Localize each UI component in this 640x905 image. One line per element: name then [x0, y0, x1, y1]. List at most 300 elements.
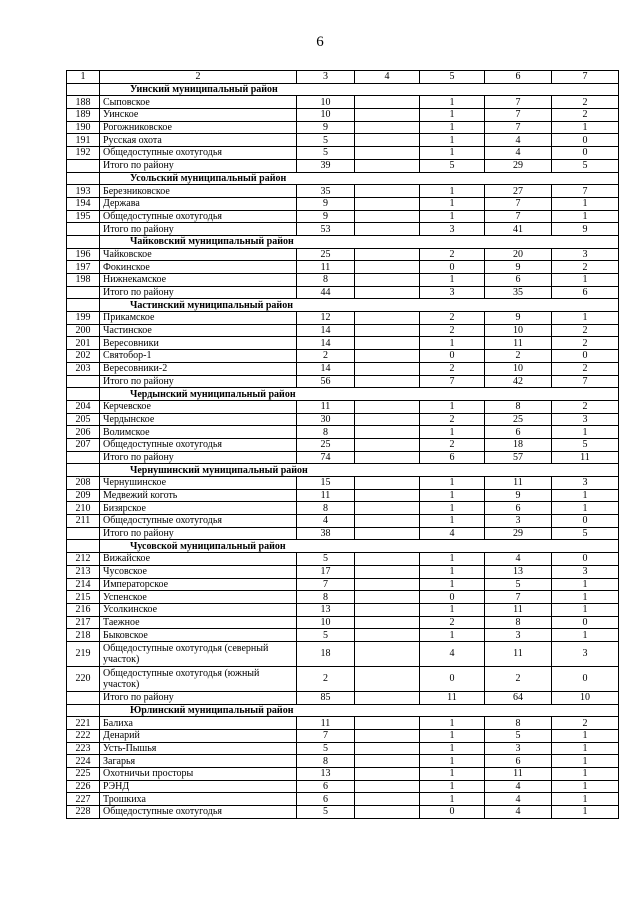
district-total-row — [67, 691, 619, 704]
value-col-4 — [355, 730, 420, 743]
value-col-5: 2 — [420, 248, 485, 261]
value-col-7: 11 — [552, 451, 619, 464]
column-header: 3 — [297, 71, 355, 84]
value-col-6: 4 — [485, 134, 552, 147]
ground-name: Итого по району — [100, 286, 297, 299]
value-col-4 — [355, 780, 420, 793]
value-col-4 — [355, 197, 420, 210]
value-col-5: 4 — [420, 641, 485, 666]
value-col-6: 4 — [485, 780, 552, 793]
table-row — [67, 489, 619, 502]
value-col-5: 2 — [420, 616, 485, 629]
value-col-6: 18 — [485, 438, 552, 451]
column-header: 2 — [100, 71, 297, 84]
value-col-3: 5 — [297, 553, 355, 566]
row-number: 195 — [67, 210, 100, 223]
value-col-5: 1 — [420, 780, 485, 793]
ground-name: Усолкинское — [100, 603, 297, 616]
value-col-3: 14 — [297, 324, 355, 337]
value-col-4 — [355, 324, 420, 337]
value-col-6: 20 — [485, 248, 552, 261]
district-section-row — [67, 235, 619, 248]
value-col-3: 18 — [297, 641, 355, 666]
value-col-3: 53 — [297, 223, 355, 236]
value-col-4 — [355, 134, 420, 147]
table-row — [67, 742, 619, 755]
value-col-3: 39 — [297, 159, 355, 172]
row-number: 208 — [67, 477, 100, 490]
row-number: 205 — [67, 413, 100, 426]
value-col-4 — [355, 477, 420, 490]
row-number: 201 — [67, 337, 100, 350]
table-row — [67, 616, 619, 629]
value-col-5: 2 — [420, 413, 485, 426]
value-col-6: 10 — [485, 362, 552, 375]
value-col-3: 17 — [297, 565, 355, 578]
value-col-3: 9 — [297, 121, 355, 134]
value-col-5: 1 — [420, 477, 485, 490]
table-row — [67, 261, 619, 274]
value-col-6: 7 — [485, 96, 552, 109]
value-col-6: 3 — [485, 742, 552, 755]
value-col-4 — [355, 312, 420, 325]
value-col-3: 35 — [297, 185, 355, 198]
value-col-7: 1 — [552, 793, 619, 806]
table-row — [67, 350, 619, 363]
value-col-5: 1 — [420, 185, 485, 198]
value-col-7: 1 — [552, 489, 619, 502]
value-col-6: 41 — [485, 223, 552, 236]
value-col-4 — [355, 362, 420, 375]
value-col-3: 11 — [297, 261, 355, 274]
table-row — [67, 210, 619, 223]
value-col-4 — [355, 96, 420, 109]
value-col-7: 2 — [552, 261, 619, 274]
value-col-7: 1 — [552, 603, 619, 616]
ground-name: Керчевское — [100, 400, 297, 413]
value-col-3: 8 — [297, 274, 355, 287]
row-number — [67, 527, 100, 540]
ground-name: Общедоступные охотугодья (северный участок) — [100, 641, 297, 666]
table-row — [67, 768, 619, 781]
value-col-3: 9 — [297, 210, 355, 223]
row-number — [67, 451, 100, 464]
value-col-5: 2 — [420, 362, 485, 375]
row-number: 217 — [67, 616, 100, 629]
row-number — [67, 375, 100, 388]
value-col-5: 0 — [420, 591, 485, 604]
value-col-4 — [355, 691, 420, 704]
value-col-5: 1 — [420, 96, 485, 109]
row-number: 194 — [67, 197, 100, 210]
table-row — [67, 324, 619, 337]
value-col-4 — [355, 742, 420, 755]
value-col-7: 2 — [552, 717, 619, 730]
ground-name: Нижнекамское — [100, 274, 297, 287]
value-col-6: 4 — [485, 806, 552, 819]
row-number: 228 — [67, 806, 100, 819]
ground-name: Итого по району — [100, 375, 297, 388]
value-col-6: 5 — [485, 578, 552, 591]
value-col-3: 8 — [297, 502, 355, 515]
table-row — [67, 730, 619, 743]
value-col-5: 0 — [420, 806, 485, 819]
ground-name: Балиха — [100, 717, 297, 730]
value-col-3: 11 — [297, 489, 355, 502]
ground-name: Общедоступные охотугодья — [100, 806, 297, 819]
value-col-7: 1 — [552, 591, 619, 604]
value-col-6: 9 — [485, 261, 552, 274]
value-col-3: 38 — [297, 527, 355, 540]
value-col-3: 10 — [297, 616, 355, 629]
row-number: 206 — [67, 426, 100, 439]
row-number: 197 — [67, 261, 100, 274]
value-col-7: 3 — [552, 477, 619, 490]
value-col-4 — [355, 413, 420, 426]
table-row — [67, 717, 619, 730]
column-header: 1 — [67, 71, 100, 84]
value-col-3: 11 — [297, 717, 355, 730]
value-col-3: 11 — [297, 400, 355, 413]
table-row — [67, 337, 619, 350]
value-col-3: 30 — [297, 413, 355, 426]
value-col-4 — [355, 565, 420, 578]
value-col-4 — [355, 286, 420, 299]
value-col-4 — [355, 274, 420, 287]
row-number: 193 — [67, 185, 100, 198]
district-section-row — [67, 172, 619, 185]
table-row — [67, 274, 619, 287]
table-row — [67, 578, 619, 591]
row-number: 218 — [67, 629, 100, 642]
value-col-4 — [355, 629, 420, 642]
value-col-7: 0 — [552, 134, 619, 147]
value-col-5: 1 — [420, 717, 485, 730]
value-col-6: 13 — [485, 565, 552, 578]
value-col-3: 2 — [297, 666, 355, 691]
value-col-3: 74 — [297, 451, 355, 464]
district-title: Частинский муниципальный район — [100, 299, 619, 312]
value-col-3: 44 — [297, 286, 355, 299]
value-col-3: 7 — [297, 578, 355, 591]
value-col-6: 29 — [485, 159, 552, 172]
value-col-3: 5 — [297, 629, 355, 642]
row-number: 209 — [67, 489, 100, 502]
value-col-6: 4 — [485, 147, 552, 160]
value-col-3: 85 — [297, 691, 355, 704]
row-number — [67, 691, 100, 704]
district-total-row — [67, 375, 619, 388]
value-col-7: 1 — [552, 629, 619, 642]
value-col-4 — [355, 666, 420, 691]
row-number: 213 — [67, 565, 100, 578]
ground-name: Усть-Пышья — [100, 742, 297, 755]
value-col-4 — [355, 185, 420, 198]
value-col-5: 1 — [420, 793, 485, 806]
district-section-row — [67, 540, 619, 553]
value-col-7: 1 — [552, 730, 619, 743]
value-col-5: 1 — [420, 274, 485, 287]
district-title: Чусовской муниципальный район — [100, 540, 619, 553]
value-col-4 — [355, 768, 420, 781]
value-col-3: 9 — [297, 197, 355, 210]
row-number: 192 — [67, 147, 100, 160]
district-title: Уинский муниципальный район — [100, 83, 619, 96]
row-number: 188 — [67, 96, 100, 109]
value-col-7: 3 — [552, 565, 619, 578]
value-col-7: 0 — [552, 666, 619, 691]
value-col-4 — [355, 147, 420, 160]
value-col-6: 64 — [485, 691, 552, 704]
value-col-4 — [355, 717, 420, 730]
district-title: Чайковский муниципальный район — [100, 235, 619, 248]
ground-name: Чернушинское — [100, 477, 297, 490]
ground-name: Загарья — [100, 755, 297, 768]
ground-name: Вересовники-2 — [100, 362, 297, 375]
value-col-6: 57 — [485, 451, 552, 464]
district-total-row — [67, 286, 619, 299]
value-col-6: 11 — [485, 603, 552, 616]
value-col-6: 25 — [485, 413, 552, 426]
value-col-7: 1 — [552, 806, 619, 819]
ground-name: Общедоступные охотугодья — [100, 147, 297, 160]
value-col-4 — [355, 223, 420, 236]
table-row — [67, 400, 619, 413]
district-total-row — [67, 451, 619, 464]
value-col-7: 1 — [552, 426, 619, 439]
value-col-7: 5 — [552, 438, 619, 451]
value-col-7: 3 — [552, 641, 619, 666]
value-col-5: 5 — [420, 159, 485, 172]
value-col-3: 4 — [297, 515, 355, 528]
value-col-6: 6 — [485, 502, 552, 515]
table-row — [67, 641, 619, 666]
value-col-7: 1 — [552, 502, 619, 515]
value-col-5: 1 — [420, 603, 485, 616]
table-row — [67, 438, 619, 451]
value-col-7: 3 — [552, 248, 619, 261]
value-col-6: 4 — [485, 793, 552, 806]
table-row — [67, 477, 619, 490]
table-row — [67, 603, 619, 616]
table-row — [67, 96, 619, 109]
value-col-3: 8 — [297, 755, 355, 768]
value-col-5: 0 — [420, 261, 485, 274]
row-number: 221 — [67, 717, 100, 730]
row-number: 223 — [67, 742, 100, 755]
value-col-7: 1 — [552, 121, 619, 134]
value-col-3: 13 — [297, 768, 355, 781]
value-col-3: 15 — [297, 477, 355, 490]
ground-name: Волимское — [100, 426, 297, 439]
ground-name: Березниковское — [100, 185, 297, 198]
value-col-6: 11 — [485, 477, 552, 490]
value-col-4 — [355, 109, 420, 122]
value-col-6: 4 — [485, 553, 552, 566]
ground-name: Уинское — [100, 109, 297, 122]
ground-name: Денарий — [100, 730, 297, 743]
value-col-7: 1 — [552, 768, 619, 781]
ground-name: Общедоступные охотугодья — [100, 438, 297, 451]
row-number — [67, 159, 100, 172]
value-col-7: 0 — [552, 147, 619, 160]
district-title: Юрлинский муниципальный район — [100, 704, 619, 717]
value-col-5: 1 — [420, 109, 485, 122]
value-col-5: 1 — [420, 629, 485, 642]
value-col-5: 1 — [420, 730, 485, 743]
row-number: 216 — [67, 603, 100, 616]
value-col-3: 5 — [297, 742, 355, 755]
row-number: 215 — [67, 591, 100, 604]
value-col-5: 1 — [420, 768, 485, 781]
ground-name: Быковское — [100, 629, 297, 642]
ground-name: Общедоступные охотугодья (южный участок) — [100, 666, 297, 691]
value-col-7: 5 — [552, 159, 619, 172]
ground-name: Итого по району — [100, 527, 297, 540]
table-row — [67, 185, 619, 198]
value-col-6: 5 — [485, 730, 552, 743]
row-number: 210 — [67, 502, 100, 515]
row-number: 219 — [67, 641, 100, 666]
table-row — [67, 413, 619, 426]
ground-name: Держава — [100, 197, 297, 210]
value-col-5: 1 — [420, 578, 485, 591]
value-col-6: 3 — [485, 515, 552, 528]
value-col-5: 6 — [420, 451, 485, 464]
table-row — [67, 134, 619, 147]
value-col-6: 7 — [485, 210, 552, 223]
ground-name: Вижайское — [100, 553, 297, 566]
value-col-7: 2 — [552, 400, 619, 413]
row-number: 222 — [67, 730, 100, 743]
ground-name: Трошкиха — [100, 793, 297, 806]
value-col-5: 0 — [420, 350, 485, 363]
value-col-7: 1 — [552, 210, 619, 223]
value-col-4 — [355, 616, 420, 629]
value-col-6: 8 — [485, 616, 552, 629]
ground-name: Чердынское — [100, 413, 297, 426]
district-section-row — [67, 464, 619, 477]
value-col-6: 11 — [485, 337, 552, 350]
value-col-4 — [355, 603, 420, 616]
ground-name: Итого по району — [100, 223, 297, 236]
ground-name: Рогожниковское — [100, 121, 297, 134]
value-col-3: 10 — [297, 109, 355, 122]
value-col-4 — [355, 641, 420, 666]
row-number: 191 — [67, 134, 100, 147]
row-number: 204 — [67, 400, 100, 413]
value-col-5: 2 — [420, 324, 485, 337]
section-empty-cell — [67, 235, 100, 248]
value-col-5: 1 — [420, 502, 485, 515]
value-col-6: 3 — [485, 629, 552, 642]
value-col-3: 56 — [297, 375, 355, 388]
row-number: 200 — [67, 324, 100, 337]
value-col-7: 10 — [552, 691, 619, 704]
value-col-3: 5 — [297, 134, 355, 147]
value-col-7: 0 — [552, 553, 619, 566]
value-col-5: 1 — [420, 755, 485, 768]
ground-name: Чайковское — [100, 248, 297, 261]
row-number — [67, 286, 100, 299]
value-col-4 — [355, 527, 420, 540]
value-col-4 — [355, 502, 420, 515]
value-col-5: 1 — [420, 400, 485, 413]
value-col-7: 1 — [552, 780, 619, 793]
value-col-7: 1 — [552, 755, 619, 768]
table-row — [67, 793, 619, 806]
district-total-row — [67, 527, 619, 540]
value-col-4 — [355, 793, 420, 806]
value-col-3: 2 — [297, 350, 355, 363]
column-header: 7 — [552, 71, 619, 84]
value-col-5: 1 — [420, 553, 485, 566]
table-row — [67, 197, 619, 210]
hunting-grounds-table — [66, 70, 619, 819]
ground-name: Охотничьи просторы — [100, 768, 297, 781]
table-row — [67, 780, 619, 793]
row-number: 214 — [67, 578, 100, 591]
value-col-6: 8 — [485, 717, 552, 730]
row-number: 226 — [67, 780, 100, 793]
value-col-3: 6 — [297, 793, 355, 806]
value-col-7: 7 — [552, 185, 619, 198]
district-total-row — [67, 223, 619, 236]
ground-name: Медвежий коготь — [100, 489, 297, 502]
value-col-7: 9 — [552, 223, 619, 236]
ground-name: Итого по району — [100, 159, 297, 172]
ground-name: Сыповское — [100, 96, 297, 109]
district-title: Чердынский муниципальный район — [100, 388, 619, 401]
value-col-4 — [355, 806, 420, 819]
value-col-3: 5 — [297, 147, 355, 160]
section-empty-cell — [67, 388, 100, 401]
table-row — [67, 147, 619, 160]
value-col-4 — [355, 400, 420, 413]
row-number: 227 — [67, 793, 100, 806]
value-col-7: 3 — [552, 413, 619, 426]
value-col-5: 1 — [420, 147, 485, 160]
value-col-6: 7 — [485, 121, 552, 134]
district-section-row — [67, 299, 619, 312]
table-row — [67, 565, 619, 578]
value-col-5: 4 — [420, 527, 485, 540]
value-col-4 — [355, 350, 420, 363]
row-number: 202 — [67, 350, 100, 363]
value-col-6: 9 — [485, 489, 552, 502]
section-empty-cell — [67, 464, 100, 477]
ground-name: РЭНД — [100, 780, 297, 793]
value-col-3: 5 — [297, 806, 355, 819]
value-col-5: 2 — [420, 312, 485, 325]
value-col-7: 1 — [552, 274, 619, 287]
value-col-7: 1 — [552, 312, 619, 325]
value-col-4 — [355, 515, 420, 528]
table-row — [67, 362, 619, 375]
value-col-7: 1 — [552, 197, 619, 210]
column-header: 6 — [485, 71, 552, 84]
value-col-5: 0 — [420, 666, 485, 691]
value-col-4 — [355, 375, 420, 388]
section-empty-cell — [67, 704, 100, 717]
row-number: 207 — [67, 438, 100, 451]
value-col-6: 11 — [485, 768, 552, 781]
district-section-row — [67, 83, 619, 96]
row-number: 203 — [67, 362, 100, 375]
value-col-5: 1 — [420, 565, 485, 578]
district-section-row — [67, 704, 619, 717]
value-col-4 — [355, 337, 420, 350]
